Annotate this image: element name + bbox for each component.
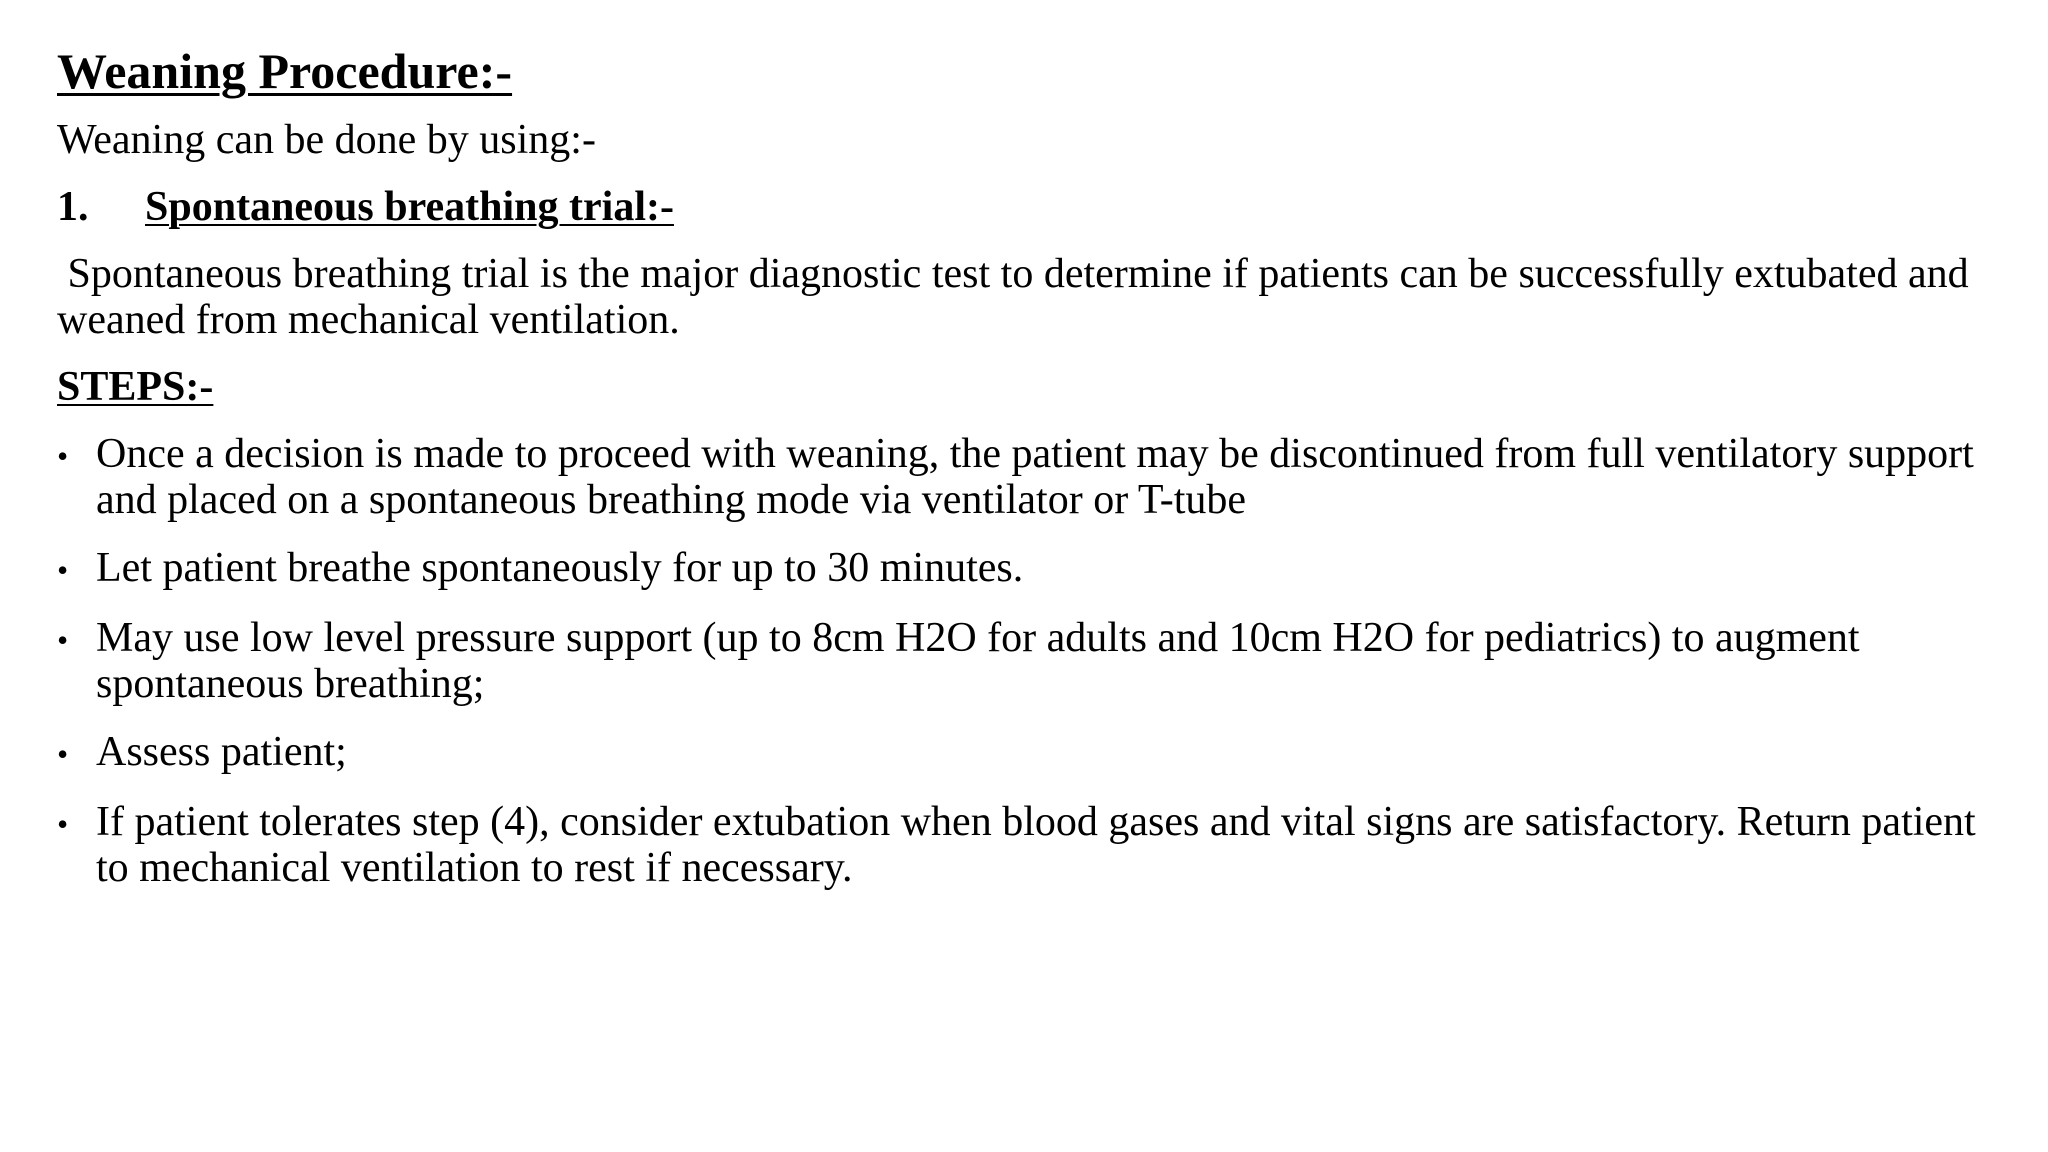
section-number: 1. [57,184,89,230]
steps-heading: STEPS:- [57,364,214,410]
step-text: Assess patient; [96,729,347,775]
section-heading-row [57,183,2007,231]
steps-list [57,431,2007,891]
section-heading: Spontaneous breathing trial:- [145,184,674,230]
bullet-icon: • [57,622,69,658]
list-item [57,729,2007,777]
bullet-icon: • [57,736,69,772]
intro-text: Weaning can be done by using:- [57,117,596,163]
step-text: Let patient breathe spontaneously for up to 30 minutes. [96,545,1024,591]
list-item [57,431,2007,523]
step-text: If patient tolerates step (4), consider extubation when blood gases and vital signs are satisfactory. Return patient to mechanical ventilation to rest if necessary. [96,799,1976,891]
list-item [57,545,2007,593]
slide [57,38,2007,1118]
list-item [57,615,2007,707]
list-item [57,799,2007,891]
bullet-icon: • [57,552,69,588]
bullet-icon: • [57,806,69,842]
section-description: Spontaneous breathing trial is the major diagnostic test to determine if patients can be successfully extubated and weaned from mechanical ventilation. [57,251,1980,343]
step-text: May use low level pressure support (up to 8cm H2O for adults and 10cm H2O for pediatrics) to augment spontaneous breathing; [96,615,1860,707]
bullet-icon: • [57,438,69,474]
slide-title: Weaning Procedure:- [57,43,513,99]
step-text: Once a decision is made to proceed with weaning, the patient may be discontinued from full ventilatory support and placed on a spontaneous breathing mode via ventilator or T-tube [96,431,1974,523]
